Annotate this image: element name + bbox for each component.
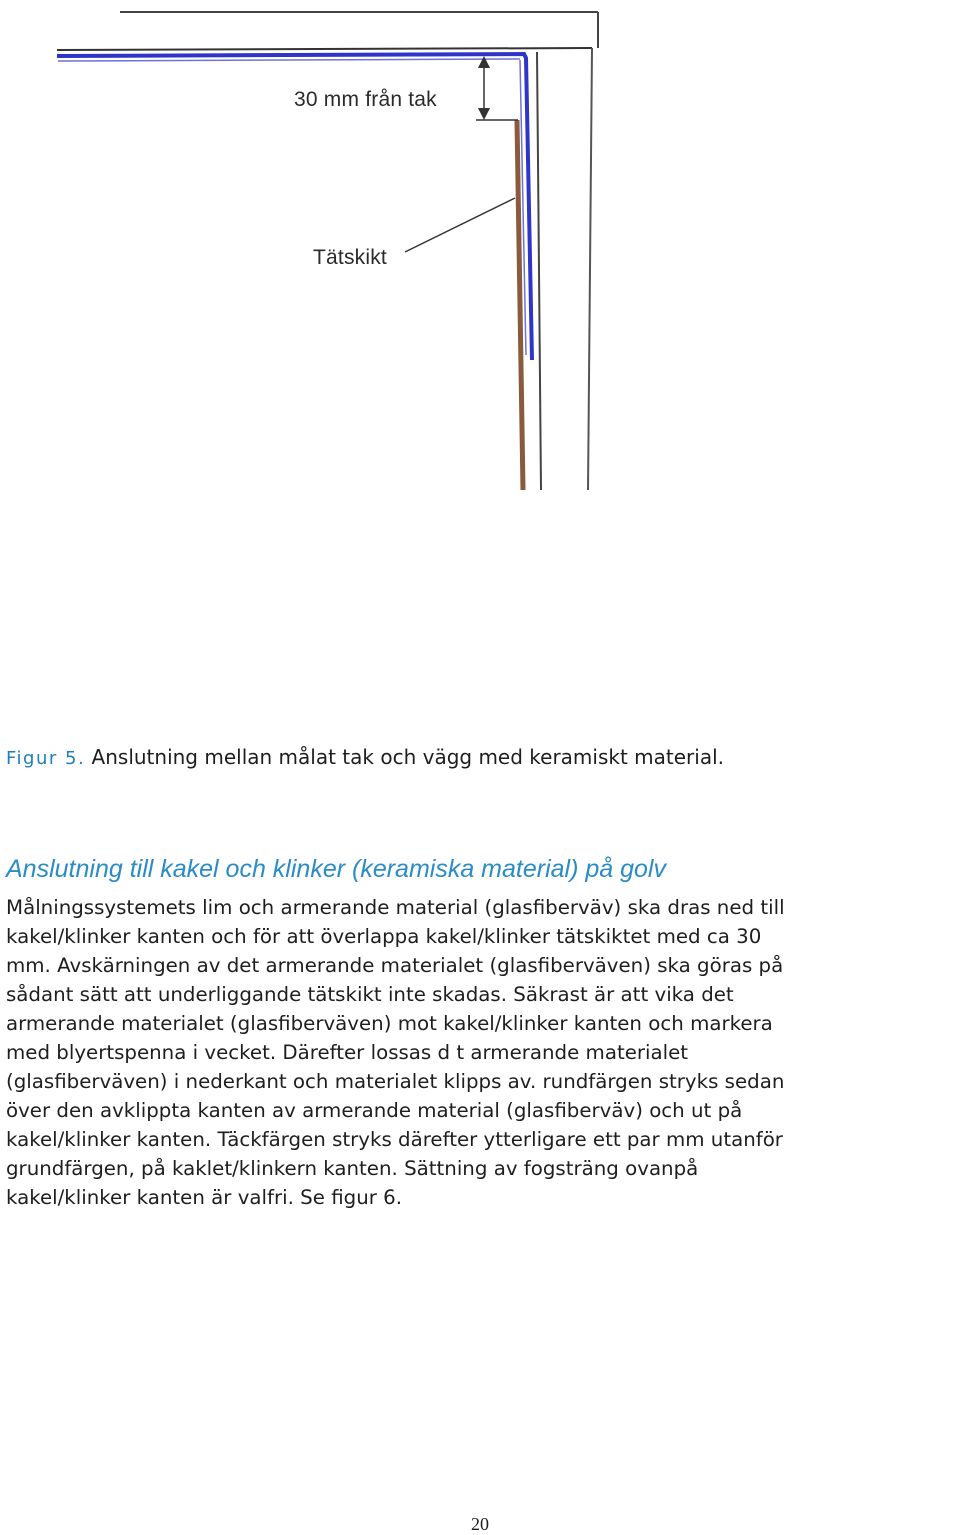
page-number: 20 (471, 1514, 489, 1534)
distance-label: 30 mm från tak (294, 88, 437, 111)
dimension-arrow-head-up (478, 56, 490, 68)
body-line: kakel/klinker kanten. Täckfärgen stryks därefter ytterligare ett par mm utanför (6, 1128, 783, 1151)
caption-text: Anslutning mellan målat tak och vägg med keramiskt material. (91, 745, 725, 769)
membrane-leader-line (405, 198, 515, 252)
body-line: mm. Avskärningen av det armerande materialet (glasfiberväven) ska göras på (6, 954, 784, 977)
paint-layer-inner-line (58, 59, 520, 61)
section-heading: Anslutning till kakel och klinker (keramiska material) på golv (6, 855, 666, 883)
wall-back-line (588, 48, 592, 490)
caption-figure-number: Figur 5. (6, 748, 86, 769)
detail-drawing (0, 0, 960, 500)
body-line: med blyertspenna i vecket. Därefter lossas d t armerande materialet (6, 1041, 689, 1064)
figure-caption (6, 745, 724, 769)
body-line: över den avklippta kanten av armerande material (glasfiberväv) och ut på (6, 1099, 743, 1122)
membrane-label: Tätskikt (313, 246, 387, 269)
body-line: kakel/klinker kanten och för att överlappa kakel/klinker tätskiktet med ca 30 (6, 925, 762, 948)
body-line: sådant sätt att underliggande tätskikt inte skadas. Säkrast är att vika det (6, 983, 734, 1006)
body-line: kakel/klinker kanten är valfri. Se figur 6. (6, 1186, 403, 1209)
body-line: Målningssystemets lim och armerande material (glasfiberväv) ska dras ned till (6, 896, 785, 919)
figure-ceiling-wall-detail (0, 0, 960, 500)
body-line: (glasfiberväven) i nederkant och materialet klipps av. rundfärgen stryks sedan (6, 1070, 785, 1093)
body-line: armerande materialet (glasfiberväven) mot kakel/klinker kanten och markera (6, 1012, 773, 1035)
body-line: grundfärgen, på kaklet/klinkern kanten. Sättning av fogsträng ovanpå (6, 1157, 699, 1180)
section-body (6, 893, 956, 1212)
ceiling-underside-line (57, 48, 592, 50)
dimension-arrow-head-down (478, 108, 490, 120)
wall-surface-line (537, 52, 541, 490)
